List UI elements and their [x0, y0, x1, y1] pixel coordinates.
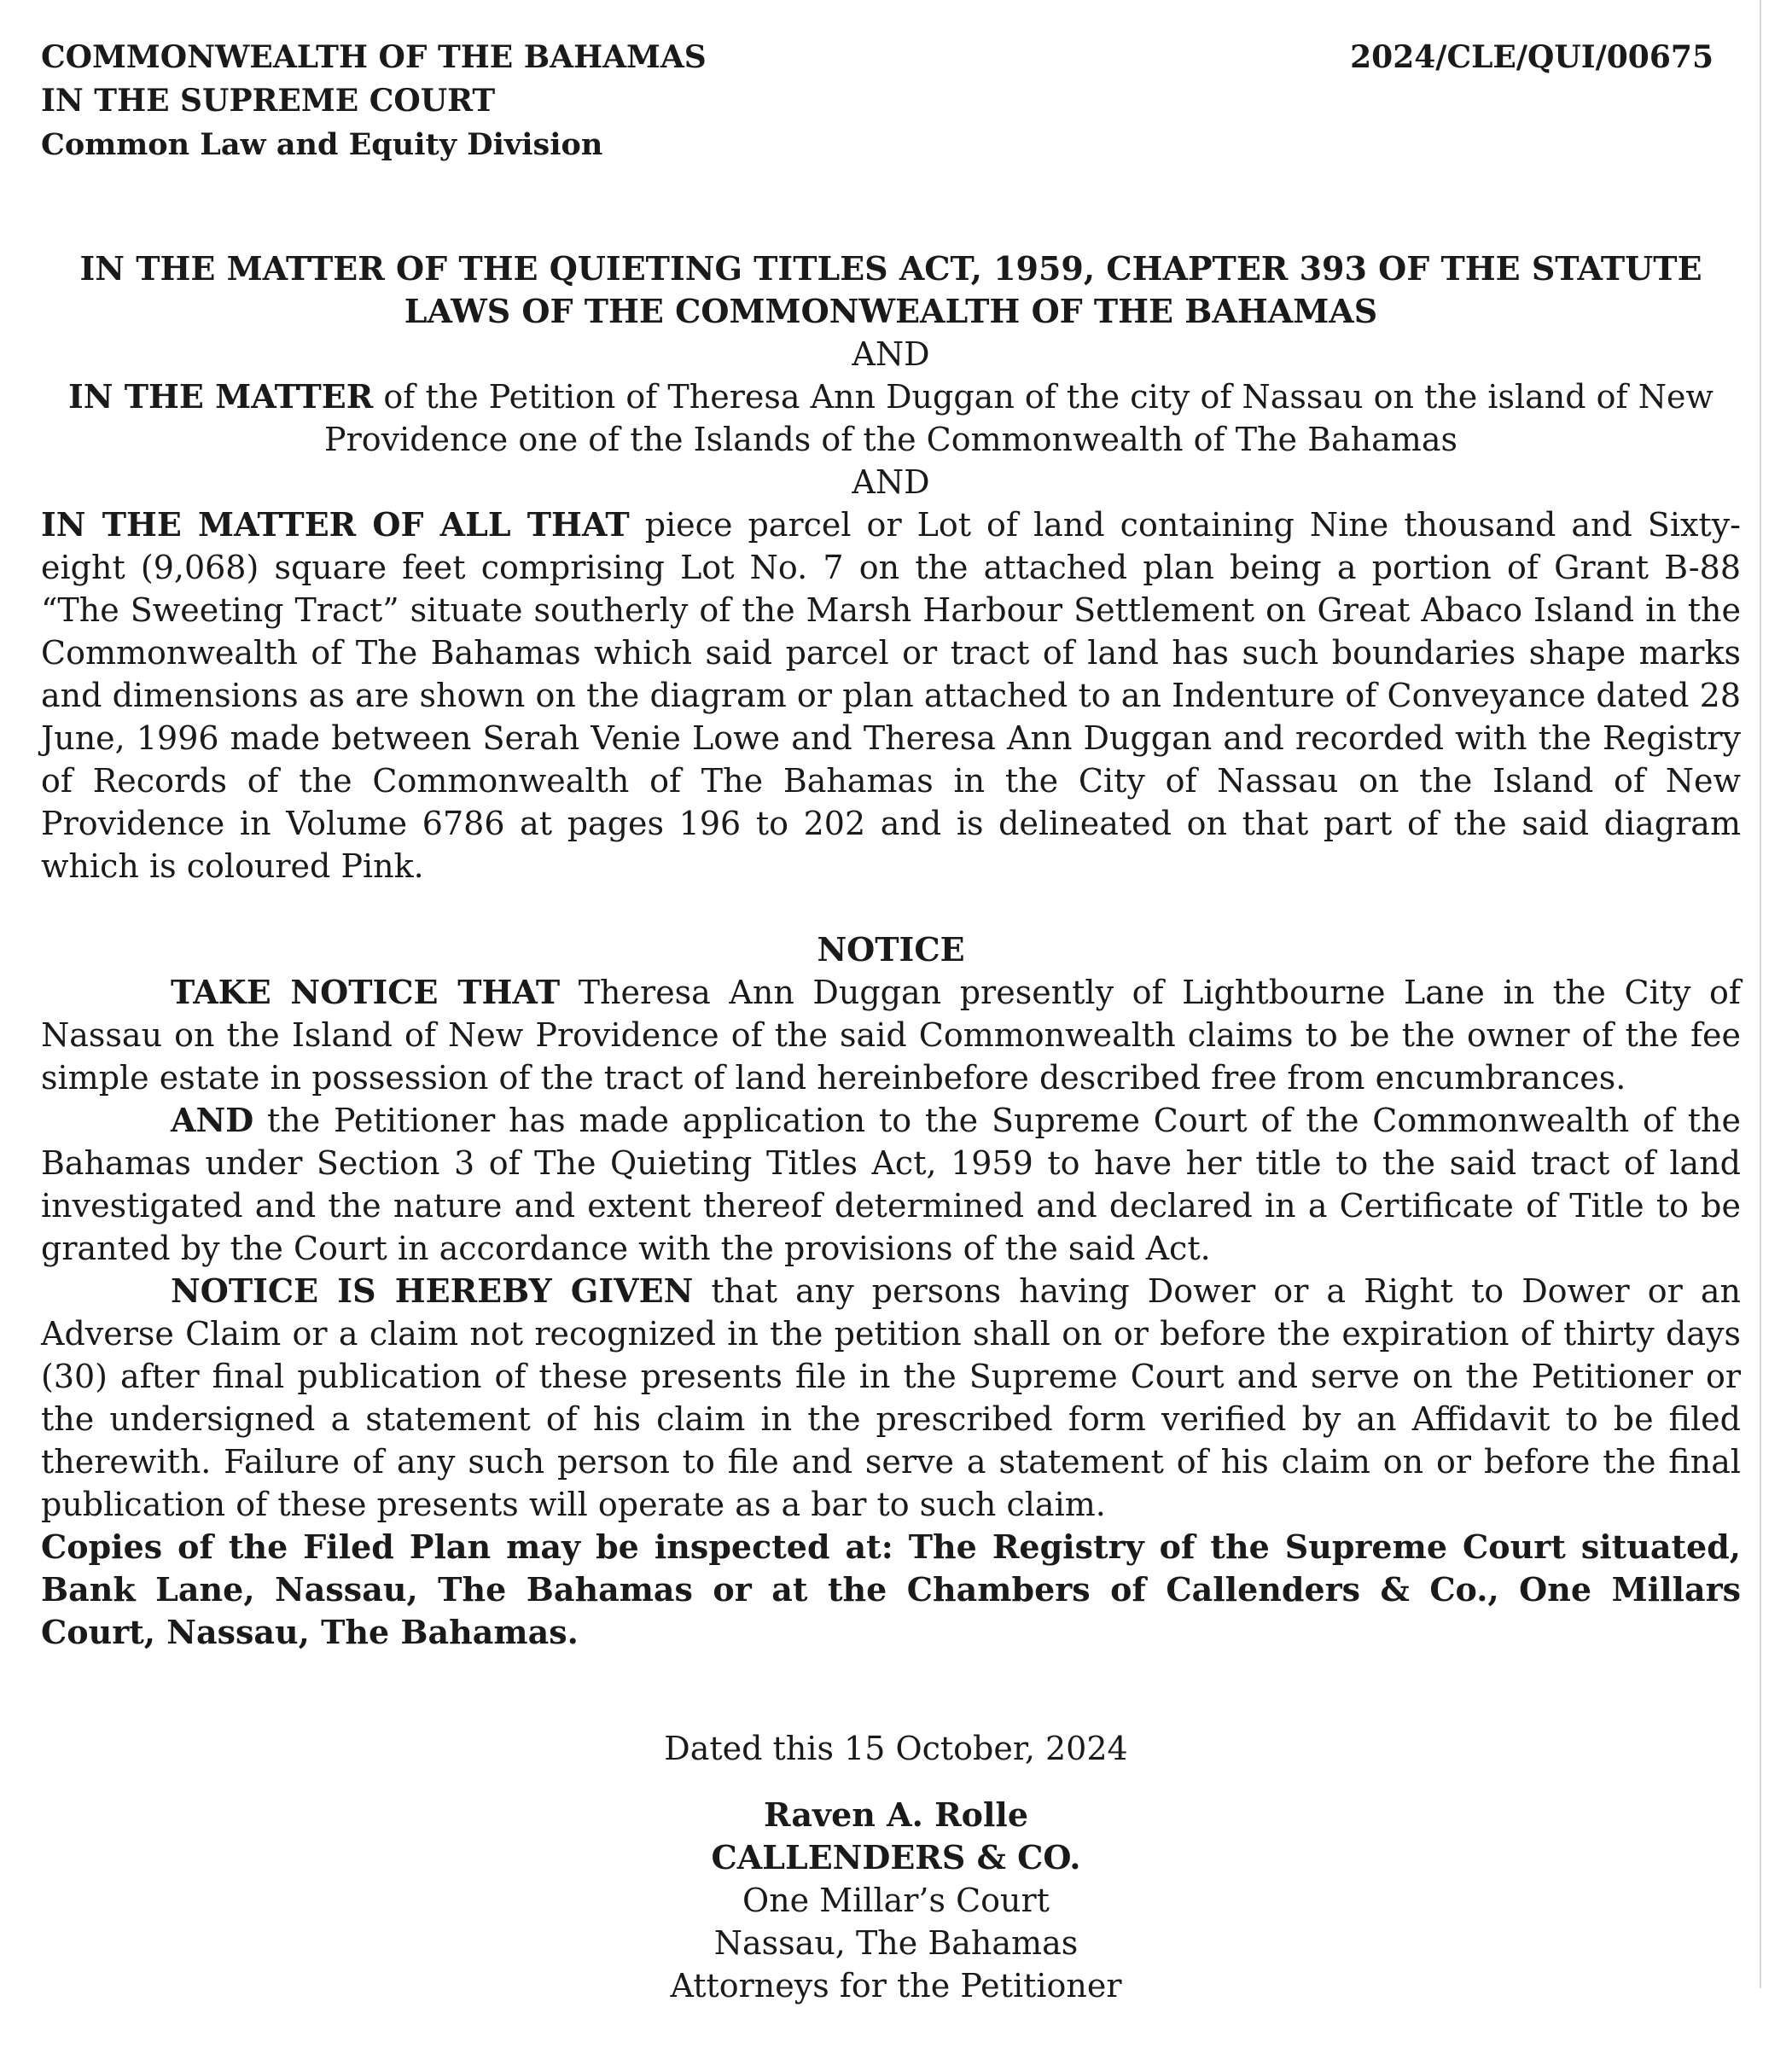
- notice-p2-text: the Petitioner has made application to the Supreme Court of the Commonwealth of the Bahamas under Section 3 of The Quieting Titles Act, 1959 to have her title to the said tract of land investigated and the nature and extent thereof determined and declared in a Certificate of Title to be granted by the Court in accordance with the provisions of the said Act.: [41, 1102, 1741, 1267]
- page-edge-rule: [1760, 0, 1761, 1988]
- notice-p1-lead: TAKE NOTICE THAT: [171, 973, 561, 1011]
- matter-title: IN THE MATTER OF THE QUIETING TITLES ACT, 1959, CHAPTER 393 OF THE STATUTE LAWS OF THE COMMONWEALTH OF THE BAHAMAS: [79, 249, 1702, 330]
- firm-address-line-1: One Millar’s Court: [742, 1882, 1050, 1919]
- notice-body: [41, 247, 1741, 1654]
- notice-p1-text: Theresa Ann Duggan presently of Lightbourne Lane in the City of Nassau on the Island of New Providence of the said Commonwealth claims to be the owner of the fee simple estate in possession of the tract of land hereinbefore described free from encumbrances.: [41, 974, 1741, 1097]
- copies-paragraph: Copies of the Filed Plan may be inspected at: The Registry of the Supreme Court situated, Bank Lane, Nassau, The Bahamas or at the Chambers of Callenders & Co., One Millars Court, Nassau, The Bahamas.: [41, 1527, 1741, 1651]
- petition-lead: IN THE MATTER: [68, 377, 374, 416]
- notice-p3-lead: NOTICE IS HEREBY GIVEN: [171, 1271, 694, 1310]
- firm-role: Attorneys for the Petitioner: [670, 1967, 1122, 2004]
- firm-name: CALLENDERS & CO.: [711, 1838, 1081, 1876]
- petition-paragraph: [41, 375, 1741, 461]
- commonwealth-line: COMMONWEALTH OF THE BAHAMAS: [41, 39, 707, 75]
- notice-p2-lead: AND: [171, 1101, 254, 1139]
- notice-paragraph-3: [41, 1270, 1741, 1526]
- notice-p3-text: that any persons having Dower or a Right to Dower or an Adverse Claim or a claim not recognized in the petition shall on or before the expiration of thirty days (30) after final publication of these presents file in the Supreme Court and serve on the Petitioner or the undersigned a statement of his claim in the prescribed form verified by an Affidavit to be filed therewith. Failure of any such person to file and serve a statement of his claim on or before the final publication of these presents will operate as a bar to such claim.: [41, 1272, 1742, 1523]
- case-number: 2024/CLE/QUI/00675: [1350, 39, 1713, 75]
- dated-line: Dated this 15 October, 2024: [664, 1730, 1128, 1767]
- land-lead: IN THE MATTER OF ALL THAT: [41, 505, 630, 544]
- and-separator-2: AND: [852, 463, 930, 501]
- notice-paragraph-1: [41, 971, 1741, 1099]
- division-line: Common Law and Equity Division: [41, 127, 603, 162]
- firm-address-line-2: Nassau, The Bahamas: [713, 1924, 1079, 1962]
- signatory-name: Raven A. Rolle: [763, 1795, 1029, 1834]
- notice-paragraph-2: [41, 1099, 1741, 1270]
- and-separator-1: AND: [852, 335, 930, 373]
- petition-text: of the Petition of Theresa Ann Duggan of the city of Nassau on the island of New Providence one of the Islands of the Commonwealth of The Bahamas: [324, 378, 1713, 458]
- land-text: piece parcel or Lot of land containing Nine thousand and Sixty-eight (9,068) square feet comprising Lot No. 7 on the attached plan being a portion of Grant B-88 “The Sweeting Tract” situate southerly of the Marsh Harbour Settlement on Great Abaco Island in the Commonwealth of The Bahamas which said parcel or tract of land has such boundaries shape marks and dimensions as are shown on the diagram or plan attached to an Indenture of Conveyance dated 28 June, 1996 made between Serah Venie Lowe and Theresa Ann Duggan and recorded with the Registry of Records of the Commonwealth of The Bahamas in the City of Nassau on the Island of New Providence in Volume 6786 at pages 196 to 202 and is delineated on that part of the said diagram which is coloured Pink.: [41, 506, 1741, 885]
- signature-block: [0, 1794, 1792, 2007]
- supreme-court-line: IN THE SUPREME COURT: [41, 83, 496, 119]
- land-paragraph: [41, 503, 1741, 887]
- notice-heading: NOTICE: [817, 930, 965, 969]
- court-header: [41, 36, 1731, 166]
